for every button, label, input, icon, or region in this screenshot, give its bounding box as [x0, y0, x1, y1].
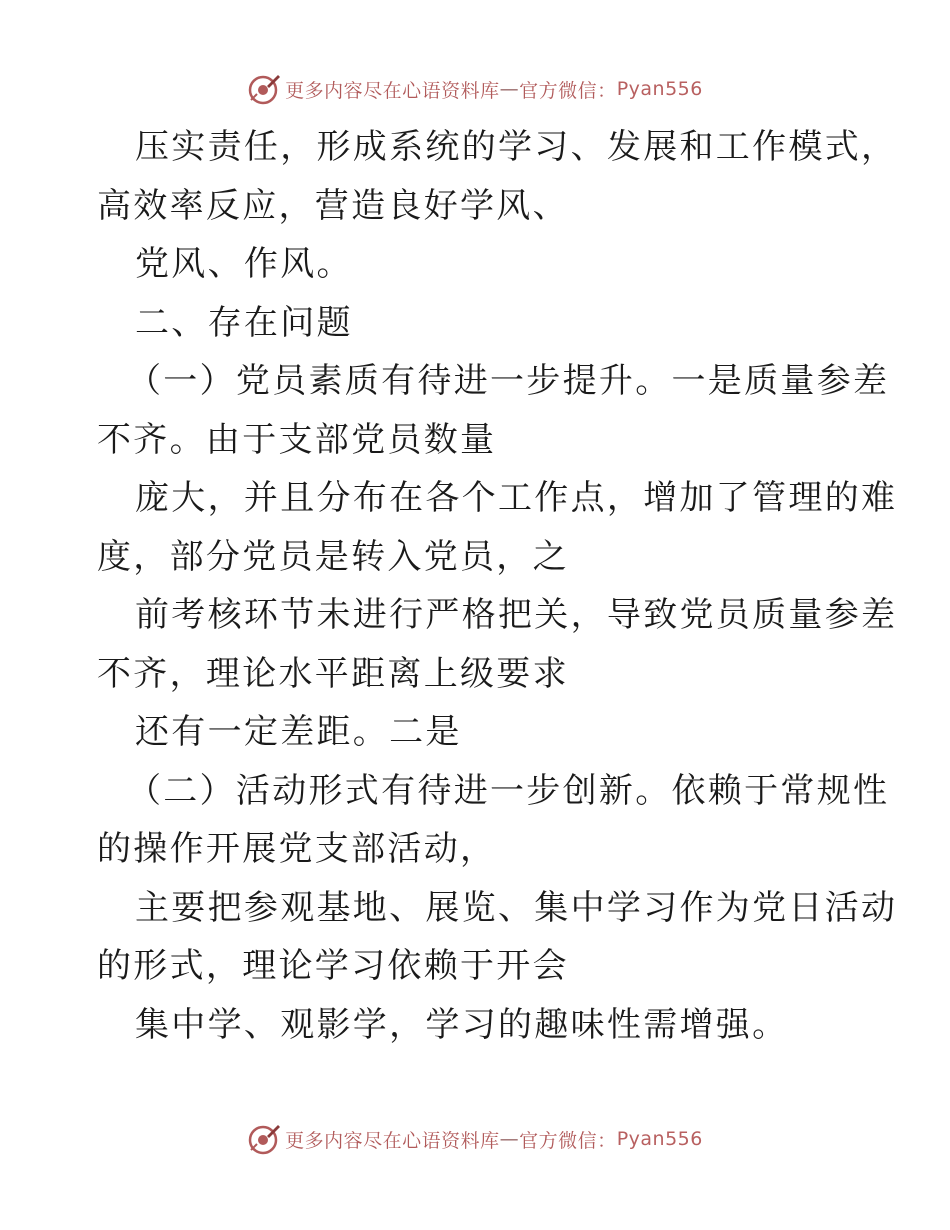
body-line: 度，部分党员是转入党员，之	[97, 536, 569, 577]
subsection-heading: （一）党员素质有待进一步提升。一是质量参差	[127, 361, 890, 401]
body-line: 党风、作风。	[135, 244, 353, 284]
body-line: 主要把参观基地、展览、集中学习作为党日活动	[135, 887, 898, 928]
body-line: 庞大，并且分布在各个工作点，增加了管理的难	[135, 478, 898, 518]
watermark-separator: —	[499, 78, 520, 100]
watermark-wechat-id: Pyan556	[616, 78, 703, 100]
body-line: 的操作开展党支部活动，	[97, 829, 497, 869]
watermark-wechat-label: 官方微信：	[519, 79, 617, 102]
header-watermark	[0, 72, 950, 106]
footer-watermark	[0, 1122, 950, 1156]
document-body	[97, 118, 898, 1054]
body-line: 集中学、观影学，学习的趣味性需增强。	[135, 1004, 789, 1045]
body-line: 还有一定差距。二是	[135, 712, 462, 752]
body-line: 的形式，理论学习依赖于开会	[97, 946, 569, 986]
quill-logo-icon	[247, 1122, 281, 1156]
watermark-separator: —	[499, 1128, 520, 1150]
body-line: 不齐，理论水平距离上级要求	[97, 653, 569, 694]
section-heading: 二、存在问题	[135, 302, 353, 343]
subsection-heading: （二）活动形式有待进一步创新。依赖于常规性	[127, 770, 890, 811]
watermark-wechat-label: 官方微信：	[519, 1129, 617, 1152]
body-line: 不齐。由于支部党员数量	[97, 419, 497, 460]
watermark-wechat-id: Pyan556	[616, 1128, 703, 1150]
body-line: 压实责任，形成系统的学习、发展和工作模式，	[135, 127, 898, 167]
quill-logo-icon	[247, 72, 281, 106]
body-line: 高效率反应，营造良好学风、	[97, 185, 569, 226]
watermark-main-text: 更多内容尽在心语资料库	[285, 79, 500, 102]
watermark-main-text: 更多内容尽在心语资料库	[285, 1129, 500, 1152]
body-line: 前考核环节未进行严格把关，导致党员质量参差	[135, 595, 898, 635]
